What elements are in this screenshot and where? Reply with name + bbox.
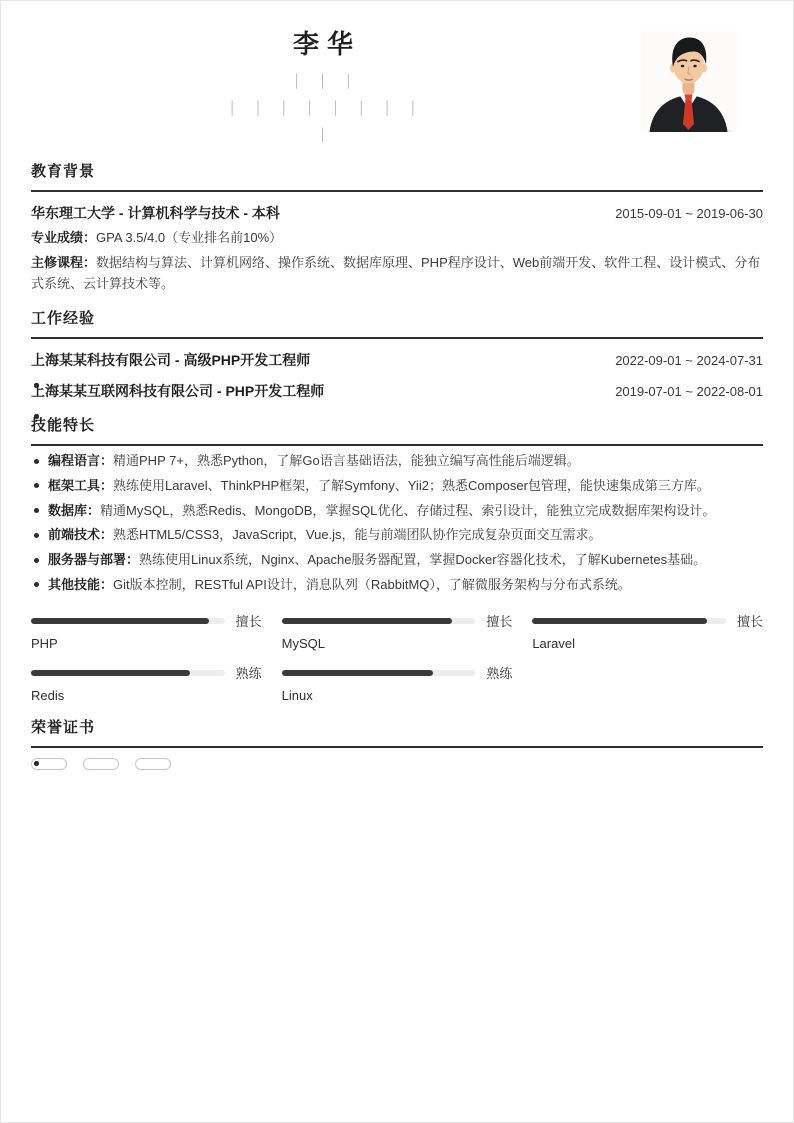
- skill-category-label: 其他技能：: [48, 576, 114, 592]
- skill-bar-track: [282, 618, 476, 624]
- skill-bullet: [31, 451, 763, 471]
- skill-description: 熟练使用Linux系统，Nginx、Apache服务器配置，掌握Docker容器化技术，了解Kubernetes基础。: [139, 552, 707, 568]
- skill-bar-fill: [31, 670, 190, 676]
- skill-bar-item: [31, 663, 262, 703]
- education-date-range: 2015-09-01 ~ 2019-06-30: [615, 206, 763, 221]
- skill-description: 熟悉HTML5/CSS3，JavaScript，Vue.js，能与前端团队协作完成复杂页面交互需求。: [113, 527, 602, 543]
- skill-bar-item: [282, 611, 513, 651]
- skill-name: MySQL: [281, 636, 325, 652]
- education-detail-text: 数据结构与算法、计算机网络、操作系统、数据库原理、PHP程序设计、Web前端开发、软件工程、设计模式、分布式系统、云计算技术等。: [31, 255, 761, 292]
- education-detail-line: [31, 227, 763, 248]
- skill-level-label: 熟练: [235, 666, 262, 682]
- personal-info-segment: [349, 100, 375, 115]
- skill-bullet: [31, 501, 763, 521]
- skill-bar-row: [282, 663, 513, 682]
- skill-category-label: 框架工具：: [48, 477, 114, 493]
- skill-bar-item: [532, 611, 763, 651]
- education-detail-line: [31, 252, 763, 294]
- profile-photo: [640, 31, 737, 132]
- education-details: [31, 227, 763, 294]
- skill-name: PHP: [31, 636, 58, 652]
- skill-bar-track: [31, 670, 225, 676]
- skill-bar-fill: [282, 618, 452, 624]
- skill-description: 熟练使用Laravel、ThinkPHP框架，了解Symfony、Yii2；熟悉Composer包管理，能快速集成第三方库。: [113, 477, 710, 493]
- education-detail-label: 主修课程：: [31, 255, 97, 271]
- skill-category-label: 服务器与部署：: [48, 552, 140, 568]
- work-entry-head: [31, 350, 763, 370]
- skill-category-label: 前端技术：: [48, 527, 114, 543]
- personal-info-segment: [271, 100, 297, 115]
- section-title-honors: 荣誉证书: [31, 716, 763, 748]
- skill-description: 精通PHP 7+，熟悉Python，了解Go语言基础语法，能独立编写高性能后端逻辑。: [113, 453, 580, 469]
- work-company-role: 上海某某互联网科技有限公司 - PHP开发工程师: [31, 383, 325, 400]
- job-intent-line: [31, 70, 615, 91]
- skill-bar-item: [31, 611, 262, 651]
- contact-segment: [310, 127, 336, 142]
- contact-line: [31, 125, 615, 145]
- personal-info-segment: [323, 100, 349, 115]
- skill-description: 精通MySQL，熟悉Redis、MongoDB，掌握SQL优化、存储过程、索引设计，能独立完成数据库架构设计。: [100, 502, 716, 518]
- work-entries: [31, 350, 763, 401]
- skill-bar-row: [532, 611, 763, 630]
- skill-bars: [31, 611, 763, 703]
- skill-bullet: [31, 575, 763, 595]
- skill-bullet: [31, 476, 763, 496]
- education-detail-text: GPA 3.5/4.0（专业排名前10%）: [96, 230, 283, 245]
- skill-bar-fill: [282, 670, 433, 676]
- skill-bar-track: [532, 618, 726, 624]
- education-school-degree: 华东理工大学 - 计算机科学与技术 - 本科: [31, 205, 280, 221]
- skill-bullet-list: [31, 451, 763, 595]
- skill-bar-track: [282, 670, 476, 676]
- skill-category-label: 编程语言：: [48, 453, 114, 469]
- skill-name: Redis: [31, 688, 65, 704]
- section-title-work: 工作经验: [31, 307, 763, 339]
- personal-info-segment: [220, 100, 246, 115]
- honor-tag: [83, 758, 119, 770]
- resume-header: [31, 29, 763, 147]
- skill-level-label: 擅长: [486, 614, 513, 630]
- work-entry-head: [31, 381, 763, 401]
- skill-bar-fill: [31, 618, 209, 624]
- skill-level-label: 熟练: [486, 666, 513, 682]
- skill-level-label: 擅长: [235, 614, 262, 630]
- skill-name: Linux: [281, 688, 313, 704]
- avatar-illustration: [640, 31, 737, 132]
- skill-bar-row: [31, 663, 262, 682]
- skill-name: Laravel: [532, 636, 575, 652]
- skill-level-label: 擅长: [736, 614, 763, 630]
- education-detail-label: 专业成绩：: [31, 230, 97, 245]
- job-intent-segment: [310, 72, 336, 88]
- header-text-block: [31, 29, 615, 146]
- section-honors: [31, 716, 763, 770]
- section-work: [31, 307, 763, 401]
- skill-description: Git版本控制，RESTful API设计，消息队列（RabbitMQ），了解微服务架构与分布式系统。: [113, 576, 631, 592]
- section-title-skills: 技能特长: [31, 414, 763, 446]
- section-title-education: 教育背景: [31, 160, 763, 192]
- personal-info-segment: [375, 100, 401, 115]
- work-entry: [31, 381, 763, 401]
- skill-bullet: [31, 525, 763, 545]
- honor-tag: [135, 758, 171, 770]
- personal-info-line: [31, 98, 615, 118]
- section-education: [31, 160, 763, 294]
- skill-bar-fill: [532, 618, 706, 624]
- skill-bar-track: [31, 618, 225, 624]
- skill-category-label: 数据库：: [48, 502, 101, 518]
- candidate-name: 李华: [292, 29, 361, 59]
- work-entry: [31, 350, 763, 370]
- skill-bar-row: [282, 611, 513, 630]
- job-intent-segment: [284, 72, 310, 88]
- work-date-range: 2019-07-01 ~ 2022-08-01: [615, 384, 763, 400]
- section-skills: [31, 414, 763, 703]
- work-date-range: 2022-09-01 ~ 2024-07-31: [615, 353, 763, 369]
- skill-bar-row: [31, 611, 262, 630]
- education-entry-head: [31, 203, 763, 223]
- work-company-role: 上海某某科技有限公司 - 高级PHP开发工程师: [31, 352, 311, 369]
- personal-info-segment: [246, 100, 272, 115]
- job-intent-segment: [336, 72, 362, 88]
- personal-info-segment: [400, 100, 426, 115]
- personal-info-segment: [297, 100, 323, 115]
- skill-bar-item: [282, 663, 513, 703]
- honor-tags: [31, 758, 763, 770]
- skill-bullet: [31, 550, 763, 570]
